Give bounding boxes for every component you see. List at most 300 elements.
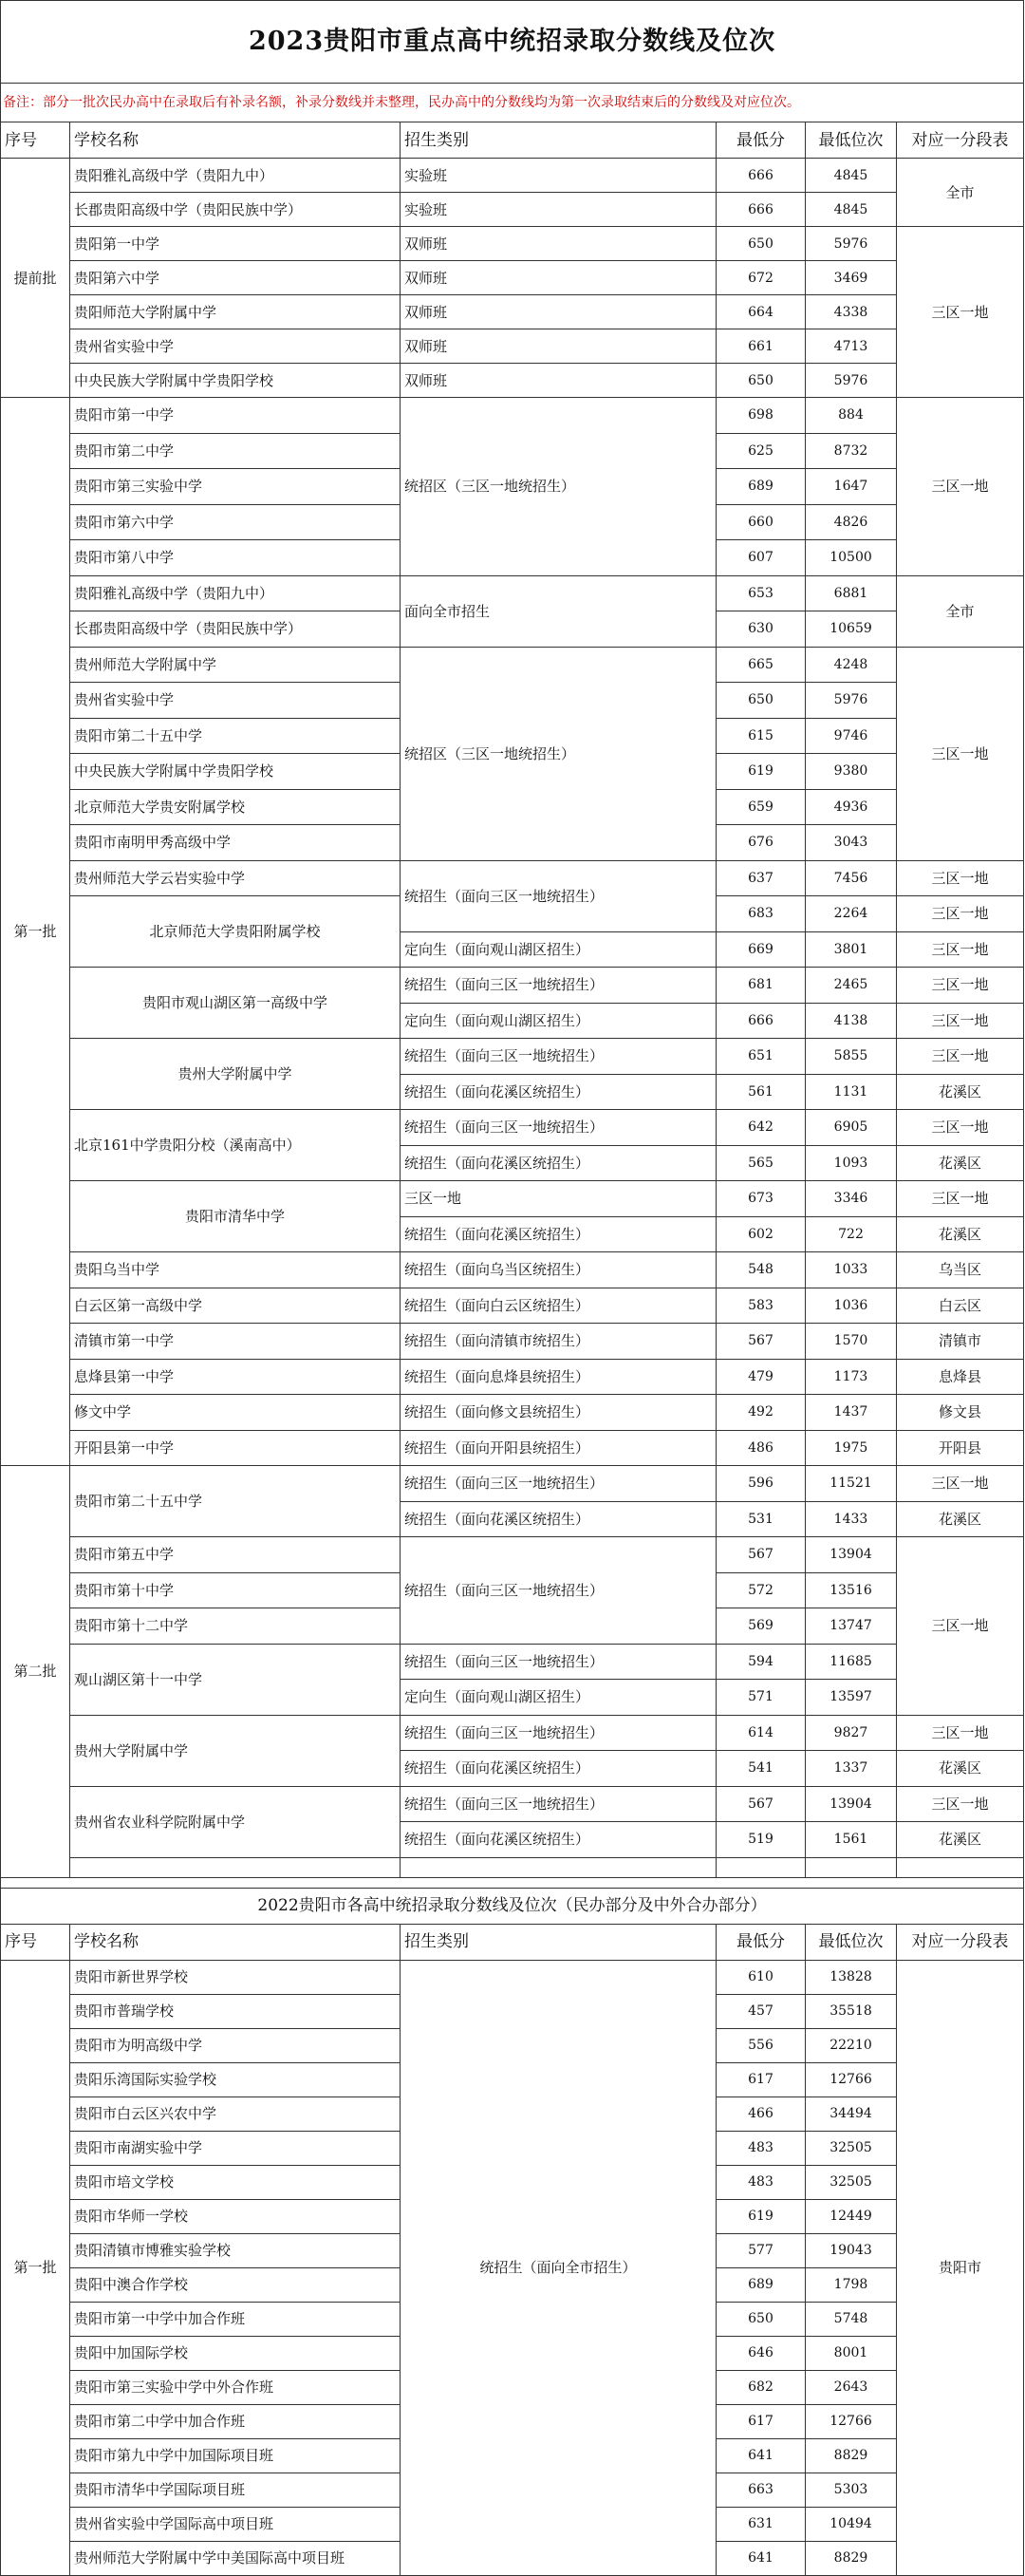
table-row: [1, 1288, 1024, 1324]
min-score: 625: [717, 433, 806, 469]
min-rank: 5855: [806, 1039, 897, 1075]
min-score: 663: [717, 2473, 806, 2507]
min-score: 666: [717, 193, 806, 227]
school-name: 贵阳中澳合作学校: [70, 2267, 401, 2302]
table-row: [1, 295, 1024, 329]
min-score: 661: [717, 329, 806, 364]
min-score: 466: [717, 2097, 806, 2131]
category: 定向生（面向观山湖区招生）: [401, 1680, 717, 1716]
min-score: 594: [717, 1644, 806, 1680]
min-rank: 13597: [806, 1680, 897, 1716]
table-row: [1, 1715, 1024, 1751]
min-score: 646: [717, 2336, 806, 2370]
min-rank: 35518: [806, 1994, 897, 2028]
min-score: 698: [717, 398, 806, 434]
min-score: 683: [717, 896, 806, 932]
min-score: 642: [717, 1110, 806, 1146]
min-score: 614: [717, 1715, 806, 1751]
min-rank: 3346: [806, 1181, 897, 1217]
min-rank: 1975: [806, 1430, 897, 1466]
school-name: 长郡贵阳高级中学（贵阳民族中学）: [70, 611, 401, 648]
segment: 三区一地: [897, 1003, 1024, 1039]
min-score: 659: [717, 789, 806, 825]
min-score: 689: [717, 469, 806, 505]
min-score: 664: [717, 295, 806, 329]
school-name: 贵阳市第二中学中加合作班: [70, 2404, 401, 2438]
header-seq: 序号: [1, 1924, 70, 1960]
min-rank: 1437: [806, 1395, 897, 1431]
min-score: 641: [717, 2438, 806, 2473]
category: 统招生（面向三区一地统招生）: [401, 1039, 717, 1075]
min-rank: 4138: [806, 1003, 897, 1039]
school-name: 贵阳雅礼高级中学（贵阳九中）: [70, 575, 401, 611]
school-name: 贵阳市清华中学: [70, 1181, 401, 1252]
school-name: 贵阳市第三实验中学: [70, 469, 401, 505]
note-text: 备注：部分一批次民办高中在录取后有补录名额，补录分数线并未整理，民办高中的分数线均为第一次录取结束后的分数线及对应位次。: [1, 84, 1024, 122]
header-score: 最低分: [717, 1924, 806, 1960]
section-title: 2022贵阳市各高中统招录取分数线及位次（民办部分及中外合办部分）: [1, 1888, 1024, 1924]
min-rank: 1647: [806, 469, 897, 505]
min-rank: 19043: [806, 2233, 897, 2267]
min-score: 541: [717, 1751, 806, 1787]
min-score: 492: [717, 1395, 806, 1431]
category: 双师班: [401, 329, 717, 364]
min-score: 650: [717, 227, 806, 261]
min-rank: 11685: [806, 1644, 897, 1680]
category: 统招生（面向花溪区统招生）: [401, 1145, 717, 1181]
min-score: 556: [717, 2028, 806, 2062]
header-school: 学校名称: [70, 122, 401, 159]
min-rank: 1337: [806, 1751, 897, 1787]
min-rank: 13828: [806, 1960, 897, 1994]
category: 统招生（面向三区一地统招生）: [401, 1537, 717, 1645]
school-name: 贵阳市普瑞学校: [70, 1994, 401, 2028]
min-score: 577: [717, 2233, 806, 2267]
min-score: 602: [717, 1216, 806, 1252]
min-score: 567: [717, 1786, 806, 1822]
min-score: 561: [717, 1074, 806, 1110]
school-name: 贵阳市第一中学: [70, 398, 401, 434]
min-rank: 1173: [806, 1359, 897, 1395]
min-score: 689: [717, 2267, 806, 2302]
header-score: 最低分: [717, 122, 806, 159]
category: 面向全市招生: [401, 575, 717, 647]
school-name: 白云区第一高级中学: [70, 1288, 401, 1324]
min-rank: 5748: [806, 2302, 897, 2336]
category: 双师班: [401, 261, 717, 295]
category: 统招区（三区一地统招生）: [401, 398, 717, 576]
min-score: 682: [717, 2370, 806, 2404]
school-name: 贵阳市第二中学: [70, 433, 401, 469]
min-score: 483: [717, 2131, 806, 2165]
segment: 全市: [897, 575, 1024, 647]
school-name: 贵州省农业科学院附属中学: [70, 1786, 401, 1857]
segment: 乌当区: [897, 1252, 1024, 1288]
segment: 三区一地: [897, 1110, 1024, 1146]
header-seq: 序号: [1, 122, 70, 159]
category: 双师班: [401, 295, 717, 329]
category: 统招生（面向三区一地统招生）: [401, 1466, 717, 1502]
min-rank: 4826: [806, 504, 897, 540]
segment: 三区一地: [897, 1715, 1024, 1751]
school-name: 贵阳市第八中学: [70, 540, 401, 576]
table-row: [1, 1395, 1024, 1431]
min-rank: 12766: [806, 2062, 897, 2097]
segment: 三区一地: [897, 398, 1024, 576]
school-name: 贵阳市第十中学: [70, 1572, 401, 1608]
min-rank: 3043: [806, 825, 897, 861]
school-name: 贵阳第六中学: [70, 261, 401, 295]
table-row: [1, 1039, 1024, 1075]
min-rank: 10659: [806, 611, 897, 648]
segment: 全市: [897, 159, 1024, 227]
category: 统招生（面向三区一地统招生）: [401, 860, 717, 931]
batch-label: 第一批: [1, 398, 70, 1466]
category: 统招生（面向三区一地统招生）: [401, 1715, 717, 1751]
category: 实验班: [401, 193, 717, 227]
school-name: 清镇市第一中学: [70, 1324, 401, 1360]
min-score: 617: [717, 2062, 806, 2097]
min-score: 548: [717, 1252, 806, 1288]
min-rank: 1798: [806, 2267, 897, 2302]
category: 统招生（面向修文县统招生）: [401, 1395, 717, 1431]
school-name: 贵阳市第十二中学: [70, 1608, 401, 1645]
min-rank: 13904: [806, 1786, 897, 1822]
segment: 三区一地: [897, 227, 1024, 398]
min-rank: 10500: [806, 540, 897, 576]
table-header: [1, 122, 1024, 159]
segment: 开阳县: [897, 1430, 1024, 1466]
batch-label: 第一批: [1, 1960, 70, 2575]
school-name: 贵阳市第三实验中学中外合作班: [70, 2370, 401, 2404]
table-row: [1, 1786, 1024, 1822]
min-score: 519: [717, 1822, 806, 1858]
min-rank: 5976: [806, 683, 897, 719]
segment: 三区一地: [897, 647, 1024, 860]
segment: 修文县: [897, 1395, 1024, 1431]
min-rank: 12449: [806, 2199, 897, 2233]
segment: 花溪区: [897, 1145, 1024, 1181]
school-name: 贵州省实验中学: [70, 329, 401, 364]
category: 双师班: [401, 227, 717, 261]
school-name: 中央民族大学附属中学贵阳学校: [70, 754, 401, 790]
category: 定向生（面向观山湖区招生）: [401, 931, 717, 968]
category: 定向生（面向观山湖区招生）: [401, 1003, 717, 1039]
school-name: 观山湖区第十一中学: [70, 1644, 401, 1715]
min-score: 619: [717, 754, 806, 790]
segment: 三区一地: [897, 860, 1024, 896]
school-name: 贵州大学附属中学: [70, 1039, 401, 1110]
school-name: 贵阳乌当中学: [70, 1252, 401, 1288]
school-name: 开阳县第一中学: [70, 1430, 401, 1466]
school-name: 贵阳市白云区兴农中学: [70, 2097, 401, 2131]
min-rank: 2264: [806, 896, 897, 932]
table-row: [1, 159, 1024, 193]
school-name: 贵阳师范大学附属中学: [70, 295, 401, 329]
min-rank: 32505: [806, 2165, 897, 2199]
category: 统招生（面向花溪区统招生）: [401, 1216, 717, 1252]
school-name: 贵州省实验中学国际高中项目班: [70, 2507, 401, 2541]
school-name: 北京161中学贵阳分校（溪南高中）: [70, 1110, 401, 1181]
min-rank: 32505: [806, 2131, 897, 2165]
min-rank: 13904: [806, 1537, 897, 1573]
school-name: 贵阳市第一中学中加合作班: [70, 2302, 401, 2336]
min-rank: 7456: [806, 860, 897, 896]
min-score: 571: [717, 1680, 806, 1716]
min-rank: 5976: [806, 364, 897, 398]
school-name: 贵阳市观山湖区第一高级中学: [70, 968, 401, 1039]
min-score: 630: [717, 611, 806, 648]
min-score: 660: [717, 504, 806, 540]
min-score: 583: [717, 1288, 806, 1324]
category: 统招生（面向息烽县统招生）: [401, 1359, 717, 1395]
blank-row: [1, 1857, 1024, 1877]
school-name: 息烽县第一中学: [70, 1359, 401, 1395]
segment: 三区一地: [897, 968, 1024, 1004]
category: 统招生（面向三区一地统招生）: [401, 1786, 717, 1822]
school-name: 贵阳市培文学校: [70, 2165, 401, 2199]
school-name: 贵州师范大学云岩实验中学: [70, 860, 401, 896]
school-name: 修文中学: [70, 1395, 401, 1431]
school-name: 贵阳清镇市博雅实验学校: [70, 2233, 401, 2267]
min-score: 486: [717, 1430, 806, 1466]
min-score: 672: [717, 261, 806, 295]
school-name: 贵州师范大学附属中学: [70, 647, 401, 683]
min-score: 615: [717, 718, 806, 754]
min-rank: 2465: [806, 968, 897, 1004]
min-rank: 8829: [806, 2438, 897, 2473]
min-rank: 1093: [806, 1145, 897, 1181]
header-category: 招生类别: [401, 1924, 717, 1960]
min-rank: 2643: [806, 2370, 897, 2404]
min-score: 619: [717, 2199, 806, 2233]
school-name: 贵阳市第六中学: [70, 504, 401, 540]
min-score: 457: [717, 1994, 806, 2028]
page-title: 2023贵阳市重点高中统招录取分数线及位次: [1, 1, 1024, 84]
table-row: [1, 968, 1024, 1004]
min-rank: 1033: [806, 1252, 897, 1288]
segment: 三区一地: [897, 1786, 1024, 1822]
min-rank: 10494: [806, 2507, 897, 2541]
min-score: 669: [717, 931, 806, 968]
school-name: 贵阳市第五中学: [70, 1537, 401, 1573]
table-row: [1, 1110, 1024, 1146]
segment: 三区一地: [897, 896, 1024, 932]
min-score: 607: [717, 540, 806, 576]
min-score: 681: [717, 968, 806, 1004]
min-rank: 9746: [806, 718, 897, 754]
segment: 花溪区: [897, 1216, 1024, 1252]
category: 统招生（面向开阳县统招生）: [401, 1430, 717, 1466]
school-name: 贵阳市第九中学中加国际项目班: [70, 2438, 401, 2473]
min-score: 531: [717, 1501, 806, 1537]
category: 统招生（面向花溪区统招生）: [401, 1751, 717, 1787]
min-score: 631: [717, 2507, 806, 2541]
segment: 清镇市: [897, 1324, 1024, 1360]
school-name: 贵州省实验中学: [70, 683, 401, 719]
segment: 白云区: [897, 1288, 1024, 1324]
min-rank: 4845: [806, 159, 897, 193]
category: 统招生（面向白云区统招生）: [401, 1288, 717, 1324]
min-rank: 4248: [806, 647, 897, 683]
min-score: 650: [717, 364, 806, 398]
segment: 花溪区: [897, 1501, 1024, 1537]
school-name: 长郡贵阳高级中学（贵阳民族中学）: [70, 193, 401, 227]
segment: 贵阳市: [897, 1960, 1024, 2575]
table-row: [1, 398, 1024, 434]
school-name: 贵阳中加国际学校: [70, 2336, 401, 2370]
min-rank: 22210: [806, 2028, 897, 2062]
segment: 三区一地: [897, 931, 1024, 968]
min-score: 665: [717, 647, 806, 683]
category: 统招生（面向花溪区统招生）: [401, 1822, 717, 1858]
min-rank: 8001: [806, 2336, 897, 2370]
min-score: 617: [717, 2404, 806, 2438]
min-rank: 9827: [806, 1715, 897, 1751]
category: 统招生（面向三区一地统招生）: [401, 968, 717, 1004]
category: 统招生（面向全市招生）: [401, 1960, 717, 2575]
min-rank: 4338: [806, 295, 897, 329]
table-row: [1, 1430, 1024, 1466]
table-row: [1, 1181, 1024, 1217]
min-rank: 4936: [806, 789, 897, 825]
category: 实验班: [401, 159, 717, 193]
table-row: [1, 1252, 1024, 1288]
min-rank: 9380: [806, 754, 897, 790]
min-rank: 1036: [806, 1288, 897, 1324]
category: 双师班: [401, 364, 717, 398]
segment: 三区一地: [897, 1181, 1024, 1217]
min-rank: 8732: [806, 433, 897, 469]
segment: 三区一地: [897, 1466, 1024, 1502]
category: 三区一地: [401, 1181, 717, 1217]
min-rank: 13747: [806, 1608, 897, 1645]
table-row: [1, 364, 1024, 398]
school-name: 贵阳市南湖实验中学: [70, 2131, 401, 2165]
school-name: 贵阳市第二十五中学: [70, 718, 401, 754]
batch-label: 提前批: [1, 159, 70, 398]
min-score: 637: [717, 860, 806, 896]
header-rank: 最低位次: [806, 1924, 897, 1960]
min-score: 567: [717, 1537, 806, 1573]
min-rank: 1570: [806, 1324, 897, 1360]
category: 统招生（面向清镇市统招生）: [401, 1324, 717, 1360]
min-rank: 1433: [806, 1501, 897, 1537]
category: 统招生（面向花溪区统招生）: [401, 1074, 717, 1110]
table-row: [1, 329, 1024, 364]
segment: 花溪区: [897, 1751, 1024, 1787]
school-name: 北京师范大学贵阳附属学校: [70, 896, 401, 968]
min-rank: 5303: [806, 2473, 897, 2507]
school-name: 贵阳市为明高级中学: [70, 2028, 401, 2062]
min-rank: 13516: [806, 1572, 897, 1608]
table-header: [1, 1924, 1024, 1960]
school-name: 贵阳市清华中学国际项目班: [70, 2473, 401, 2507]
min-score: 572: [717, 1572, 806, 1608]
header-school: 学校名称: [70, 1924, 401, 1960]
min-score: 666: [717, 159, 806, 193]
table-row: [1, 1960, 1024, 1994]
min-score: 676: [717, 825, 806, 861]
table-row: [1, 1537, 1024, 1573]
segment: 三区一地: [897, 1537, 1024, 1716]
min-score: 653: [717, 575, 806, 611]
min-score: 666: [717, 1003, 806, 1039]
header-segment: 对应一分段表: [897, 122, 1024, 159]
min-score: 596: [717, 1466, 806, 1502]
school-name: 中央民族大学附属中学贵阳学校: [70, 364, 401, 398]
min-score: 650: [717, 2302, 806, 2336]
batch-label: 第二批: [1, 1466, 70, 1878]
min-rank: 4845: [806, 193, 897, 227]
school-name: 贵阳市第二十五中学: [70, 1466, 401, 1537]
min-score: 651: [717, 1039, 806, 1075]
school-name: 贵阳市华师一学校: [70, 2199, 401, 2233]
min-score: 567: [717, 1324, 806, 1360]
min-rank: 8829: [806, 2541, 897, 2575]
category: 统招生（面向三区一地统招生）: [401, 1110, 717, 1146]
table-row: [1, 1466, 1024, 1502]
min-rank: 5976: [806, 227, 897, 261]
table-row: [1, 647, 1024, 683]
category: 统招区（三区一地统招生）: [401, 647, 717, 860]
table-row: [1, 1359, 1024, 1395]
table-row: [1, 575, 1024, 611]
school-name: 贵州大学附属中学: [70, 1715, 401, 1786]
min-score: 610: [717, 1960, 806, 1994]
table-row: [1, 193, 1024, 227]
segment: 三区一地: [897, 1039, 1024, 1075]
table-row: [1, 1324, 1024, 1360]
blank-row: [1, 1877, 1024, 1888]
table-row: [1, 227, 1024, 261]
table-row: [1, 860, 1024, 896]
school-name: 贵阳雅礼高级中学（贵阳九中）: [70, 159, 401, 193]
min-score: 650: [717, 683, 806, 719]
table-row: [1, 1644, 1024, 1680]
min-rank: 11521: [806, 1466, 897, 1502]
school-name: 贵州师范大学附属中学中美国际高中项目班: [70, 2541, 401, 2575]
min-score: 479: [717, 1359, 806, 1395]
header-rank: 最低位次: [806, 122, 897, 159]
min-rank: 3469: [806, 261, 897, 295]
school-name: 贵阳乐湾国际实验学校: [70, 2062, 401, 2097]
min-rank: 4713: [806, 329, 897, 364]
school-name: 贵阳第一中学: [70, 227, 401, 261]
category: 统招生（面向乌当区统招生）: [401, 1252, 717, 1288]
school-name: 贵阳市新世界学校: [70, 1960, 401, 1994]
min-rank: 6905: [806, 1110, 897, 1146]
min-score: 641: [717, 2541, 806, 2575]
segment: 花溪区: [897, 1074, 1024, 1110]
school-name: 北京师范大学贵安附属学校: [70, 789, 401, 825]
table-row: [1, 261, 1024, 295]
segment: 息烽县: [897, 1359, 1024, 1395]
min-score: 569: [717, 1608, 806, 1645]
min-rank: 722: [806, 1216, 897, 1252]
min-score: 483: [717, 2165, 806, 2199]
min-rank: 6881: [806, 575, 897, 611]
category: 统招生（面向花溪区统招生）: [401, 1501, 717, 1537]
min-rank: 34494: [806, 2097, 897, 2131]
school-name: 贵阳市南明甲秀高级中学: [70, 825, 401, 861]
category: 统招生（面向三区一地统招生）: [401, 1644, 717, 1680]
min-rank: 1561: [806, 1822, 897, 1858]
min-score: 673: [717, 1181, 806, 1217]
header-segment: 对应一分段表: [897, 1924, 1024, 1960]
min-rank: 12766: [806, 2404, 897, 2438]
min-rank: 3801: [806, 931, 897, 968]
